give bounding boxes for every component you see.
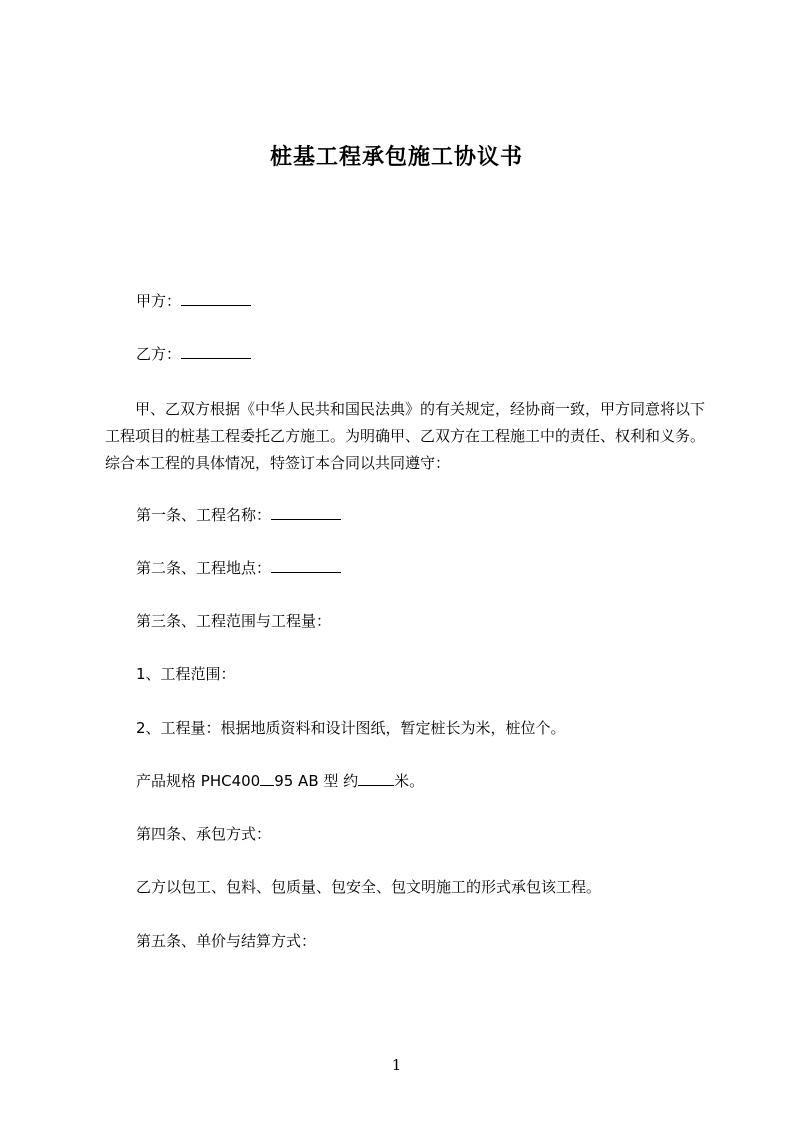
- party-a-blank: [181, 291, 251, 306]
- document-title: 桩基工程承包施工协议书: [269, 145, 523, 170]
- product-spec-suffix: 米。: [394, 772, 425, 790]
- article4-heading: 第四条、承包方式：: [136, 825, 272, 843]
- preamble-paragraph: 甲、乙双方根据《中华人民共和国民法典》的有关规定，经协商一致，甲方同意将以下工程项目的桩基工程委托乙方施工。为明确甲、乙双方在工程施工中的责任、权利和义务。综合本工程的具体情况，特签订本合同以共同遵守：: [105, 400, 706, 472]
- party-b-blank: [181, 344, 251, 359]
- article3-heading: 第三条、工程范围与工程量：: [136, 612, 332, 630]
- party-b-label: 乙方：: [136, 345, 182, 363]
- article2-label: 第二条、工程地点：: [136, 559, 272, 577]
- contract-mode: 乙方以包工、包料、包质量、包安全、包文明施工的形式承包该工程。: [136, 878, 602, 896]
- article5-heading: 第五条、单价与结算方式：: [136, 932, 317, 950]
- article1-label: 第一条、工程名称：: [136, 506, 272, 524]
- project-location-blank: [271, 558, 341, 573]
- product-spec-blank-2: [358, 771, 394, 786]
- party-a-line: [136, 291, 251, 311]
- product-spec-mid: 95 AB 型 约: [274, 772, 359, 790]
- product-spec-line: [136, 771, 424, 791]
- scope-item-2: 2、工程量：根据地质资料和设计图纸，暂定桩长为米，桩位个。: [136, 719, 566, 737]
- party-a-label: 甲方：: [136, 292, 182, 310]
- scope-item-1: 1、工程范围：: [136, 665, 236, 683]
- product-spec-prefix: 产品规格 PHC400: [136, 772, 261, 790]
- article1-line: [136, 505, 341, 525]
- article2-line: [136, 558, 341, 578]
- party-b-line: [136, 344, 251, 364]
- project-name-blank: [271, 505, 341, 520]
- page-number: 1: [391, 1056, 402, 1074]
- product-spec-blank-1: [260, 771, 274, 786]
